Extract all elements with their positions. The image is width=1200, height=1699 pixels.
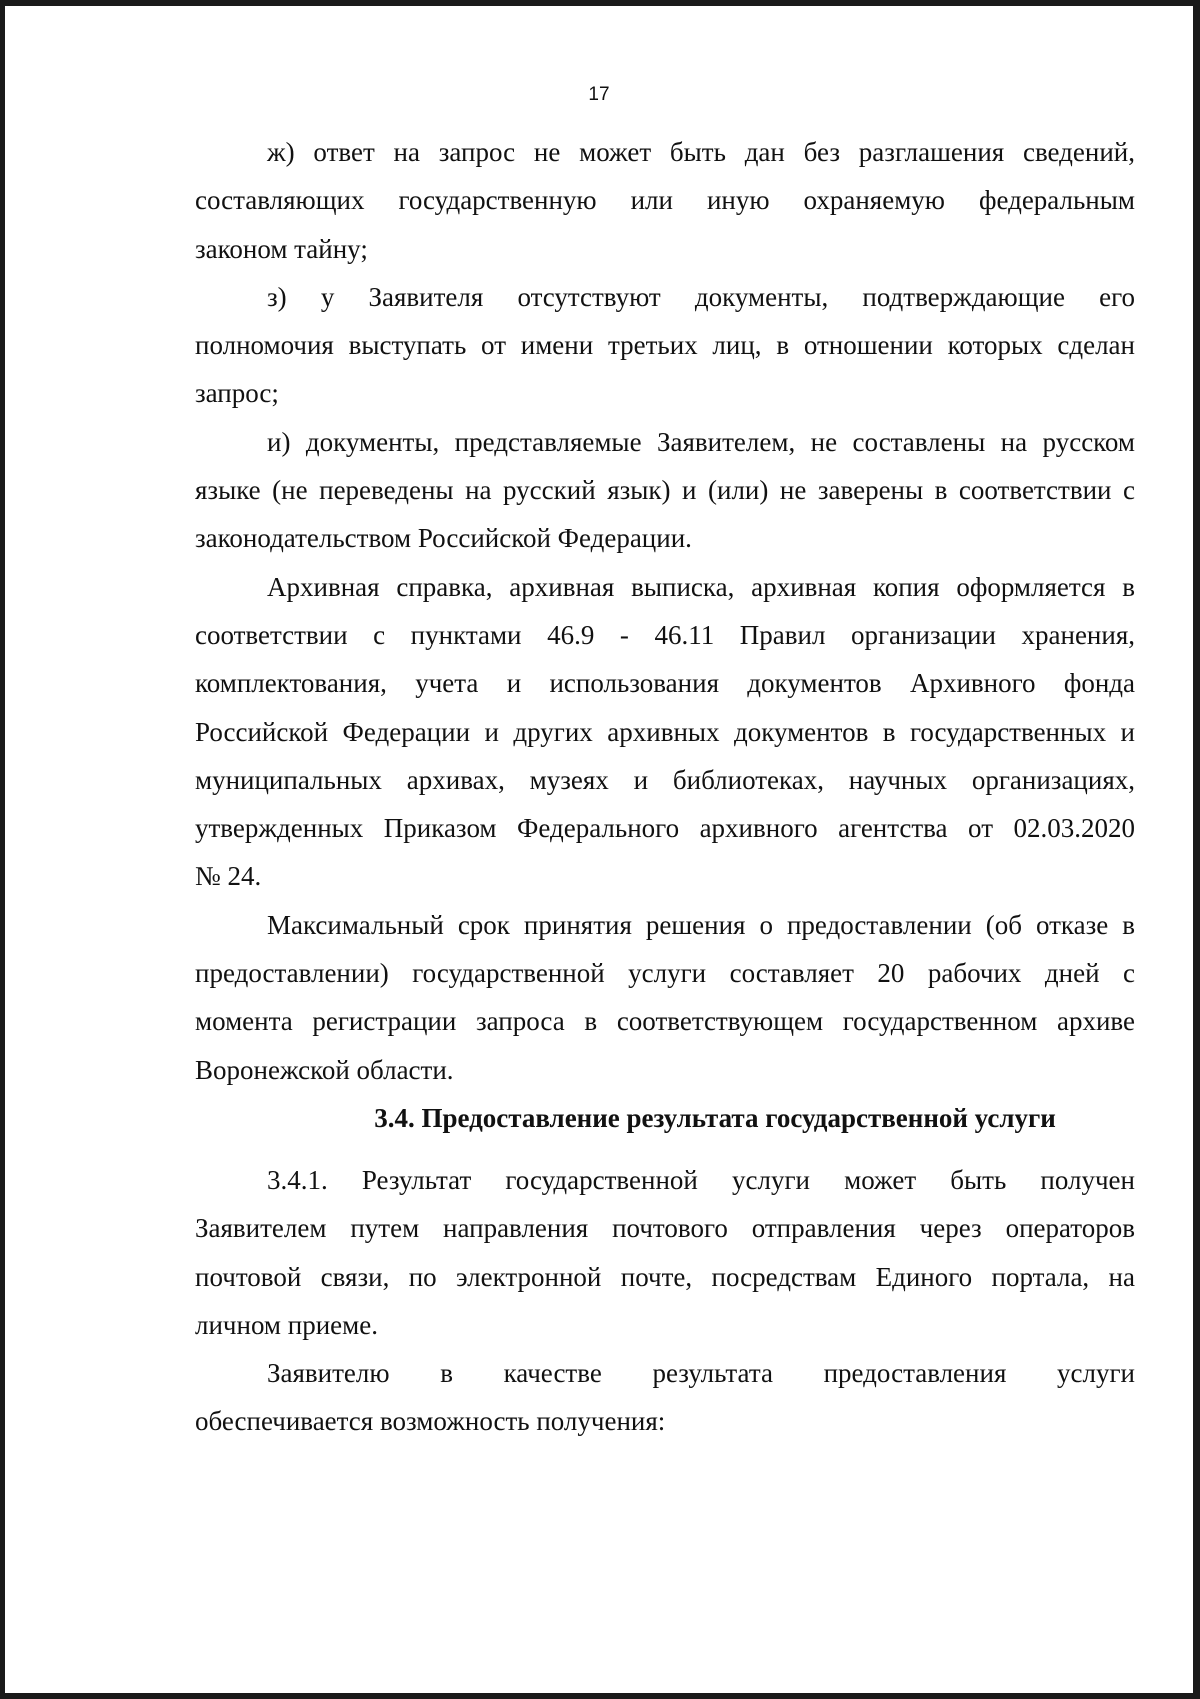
paragraph-archive-reference	[195, 563, 1135, 901]
text-line: ж) ответ на запрос не может быть дан без разглашения сведений,	[267, 137, 1135, 167]
text-line: запрос;	[195, 378, 279, 409]
paragraph-applicant-result	[195, 1349, 1135, 1446]
text-line: Российской Федерации и других архивных документов в государственных и	[195, 716, 1135, 747]
text-line: языке (не переведены на русский язык) и (или) не заверены в соответствии с	[195, 475, 1135, 506]
paragraph-z	[195, 273, 1135, 418]
text-line: Архивная справка, архивная выписка, архивная копия оформляется в	[267, 571, 1135, 602]
text-line: Заявителю в качестве результата предоставления услуги	[267, 1358, 1135, 1389]
paragraph-zh	[195, 128, 1135, 273]
text-line: Заявителем путем направления почтового отправления через операторов	[195, 1213, 1135, 1244]
page-number: 17	[588, 84, 610, 105]
text-line: и) документы, представляемые Заявителем, не составлены на русском	[267, 426, 1135, 457]
text-line: полномочия выступать от имени третьих лиц, в отношении которых сделан	[195, 330, 1135, 361]
text-line: личном приеме.	[195, 1309, 378, 1340]
paragraph-i	[195, 418, 1135, 563]
text-line: утвержденных Приказом Федерального архивного агентства от 02.03.2020	[195, 813, 1135, 844]
text-line: Максимальный срок принятия решения о предоставлении (об отказе в	[267, 909, 1135, 940]
section-heading: 3.4. Предоставление результата государственной услуги	[374, 1102, 1056, 1133]
text-line: законодательством Российской Федерации.	[195, 523, 692, 554]
text-line: з) у Заявителя отсутствуют документы, подтверждающие его	[267, 281, 1135, 312]
document-body	[195, 128, 1135, 1446]
text-line: № 24.	[195, 861, 262, 892]
paragraph-max-term	[195, 901, 1135, 1094]
text-line: муниципальных архивах, музеях и библиотеках, научных организациях,	[195, 764, 1135, 795]
text-line: почтовой связи, по электронной почте, посредствам Единого портала, на	[195, 1261, 1135, 1292]
text-line: Воронежской области.	[195, 1054, 454, 1085]
text-line: момента регистрации запроса в соответствующем государственном архиве	[195, 1006, 1135, 1037]
text-line: соответствии с пунктами 46.9 - 46.11 Правил организации хранения,	[195, 619, 1135, 650]
text-line: обеспечивается возможность получения:	[195, 1406, 666, 1437]
paragraph-3-4-1	[195, 1156, 1135, 1349]
text-line: комплектования, учета и использования документов Архивного фонда	[195, 668, 1135, 699]
text-line: составляющих государственную или иную охраняемую федеральным	[195, 185, 1135, 216]
text-line: предоставлении) государственной услуги составляет 20 рабочих дней с	[195, 958, 1135, 989]
text-line: законом тайну;	[195, 233, 368, 264]
text-line: 3.4.1. Результат государственной услуги может быть получен	[267, 1164, 1135, 1195]
